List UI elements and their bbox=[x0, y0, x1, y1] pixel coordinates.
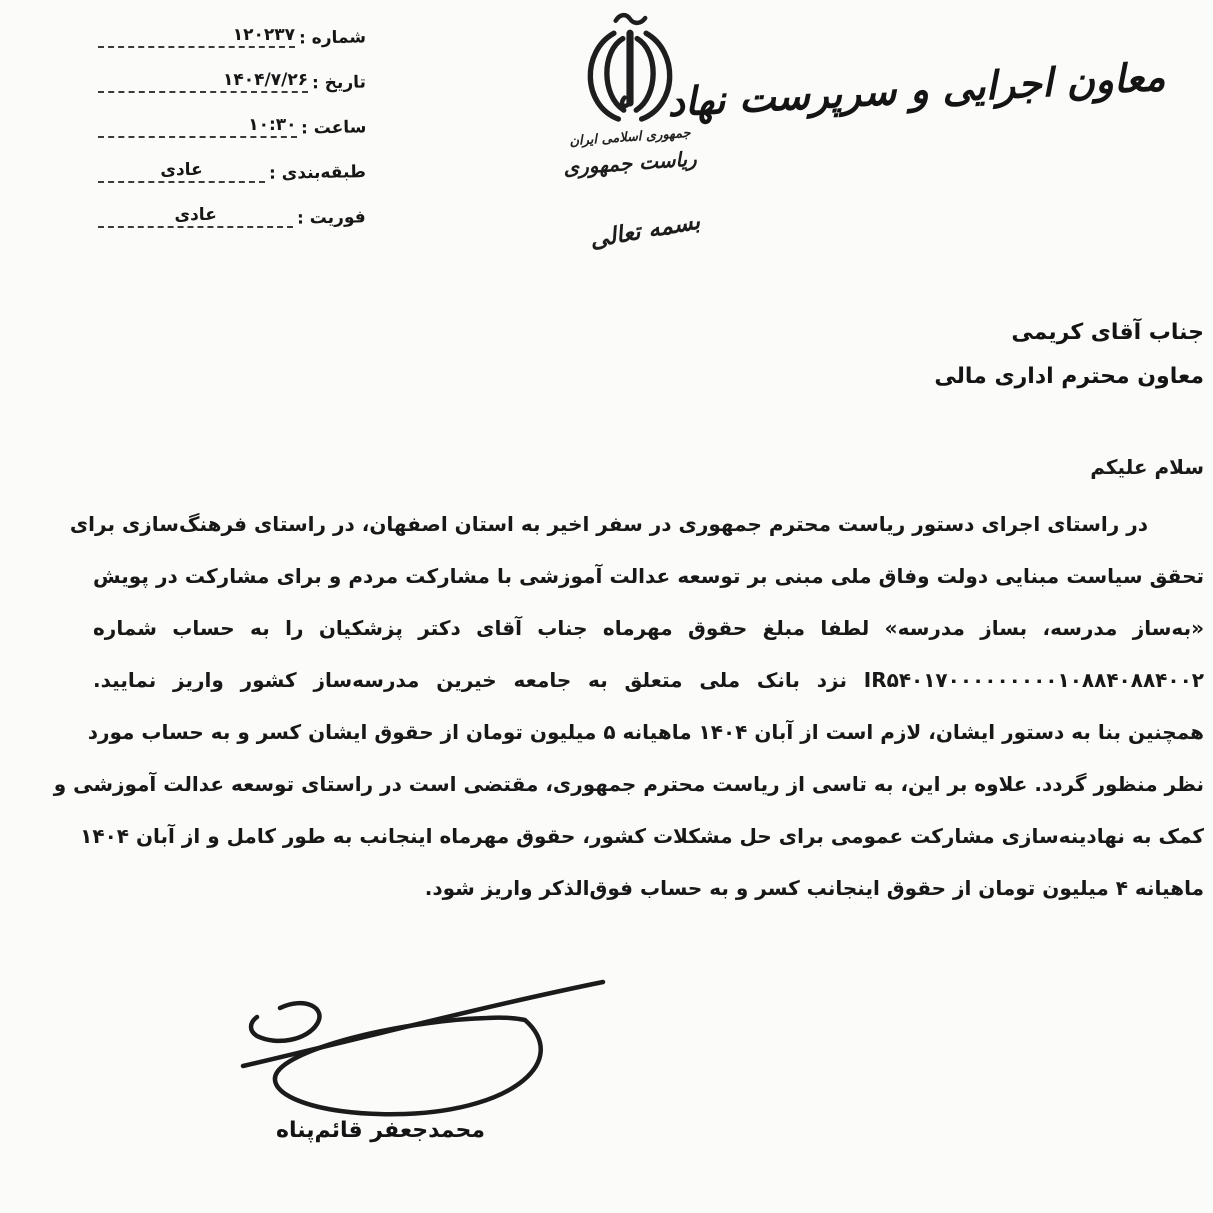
field-time bbox=[98, 110, 366, 138]
body-line: همچنین بنا به دستور ایشان، لازم است از آبان ۱۴۰۴ ماهیانه ۵ میلیون تومان از حقوق ایشان کسر و به حساب مورد bbox=[87, 720, 1204, 744]
time-label: ساعت : bbox=[300, 117, 367, 139]
urgency-value: عادی bbox=[98, 205, 293, 228]
classification-label: طبقه‌بندی : bbox=[268, 162, 367, 184]
field-classification bbox=[98, 155, 366, 183]
body-line: کمک به نهادینه‌سازی مشارکت عمومی برای حل مشکلات کشور، حقوق مهرماه اینجانب به طور کامل و از آبان ۱۴۰۴ bbox=[80, 824, 1204, 848]
recipient-block bbox=[934, 320, 1204, 408]
body-line: تحقق سیاست مبنایی دولت وفاق ملی مبنی بر توسعه عدالت آموزشی با مشارکت مردم و برای مشارکت در پویش bbox=[93, 564, 1204, 588]
date-value: ۱۴۰۴/۷/۲۶ bbox=[98, 70, 308, 93]
number-label: شماره : bbox=[298, 27, 367, 49]
signer-name: محمدجعفر قائم‌پناه bbox=[275, 1118, 486, 1143]
body-line: IR۵۴۰۱۷۰۰۰۰۰۰۰۰۰۱۰۸۸۴۰۸۸۴۰۰۲ نزد بانک ملی متعلق به جامعه خیرین مدرسه‌ساز کشور واریز نمایید. bbox=[93, 668, 1204, 692]
meta-fields-block bbox=[98, 20, 366, 245]
field-date bbox=[98, 65, 366, 93]
body-line: «به‌ساز مدرسه، بساز مدرسه» لطفا مبلغ حقوق مهرماه جناب آقای دکتر پزشکیان را به حساب شماره bbox=[93, 616, 1204, 640]
signature-block bbox=[225, 968, 620, 1118]
date-label: تاریخ : bbox=[311, 72, 367, 94]
urgency-label: فوریت : bbox=[297, 207, 367, 229]
org-name-line2: ریاست جمهوری bbox=[562, 146, 698, 180]
org-name-line1: جمهوری اسلامی ایران bbox=[568, 125, 692, 150]
letter-body bbox=[53, 498, 1204, 914]
salutation: سلام علیکم bbox=[1090, 455, 1204, 479]
body-line: نظر منظور گردد. علاوه بر این، به تاسی از ریاست محترم جمهوری، مقتضی است در راستای توسعه عدالت آموزشی و bbox=[53, 772, 1204, 796]
handwritten-signature bbox=[225, 968, 620, 1118]
recipient-title: معاون محترم اداری مالی bbox=[934, 363, 1204, 389]
office-title-calligraphy: معاون اجرایی و سرپرست نهاد bbox=[665, 54, 1166, 127]
field-number bbox=[98, 20, 366, 48]
classification-value: عادی bbox=[98, 160, 265, 183]
time-value: ۱۰:۳۰ bbox=[98, 115, 297, 138]
field-urgency bbox=[98, 200, 366, 228]
recipient-name: جناب آقای کریمی bbox=[1011, 320, 1204, 345]
number-value: ۱۲۰۲۳۷ bbox=[98, 25, 295, 48]
body-line: ماهیانه ۴ میلیون تومان از حقوق اینجانب کسر و به حساب فوق‌الذکر واریز شود. bbox=[424, 876, 1204, 900]
body-line: در راستای اجرای دستور ریاست محترم جمهوری در سفر اخیر به استان اصفهان، در راستای فرهنگ‌سازی برای bbox=[69, 512, 1148, 536]
bismillah-calligraphy: بسمه تعالی bbox=[587, 208, 703, 254]
